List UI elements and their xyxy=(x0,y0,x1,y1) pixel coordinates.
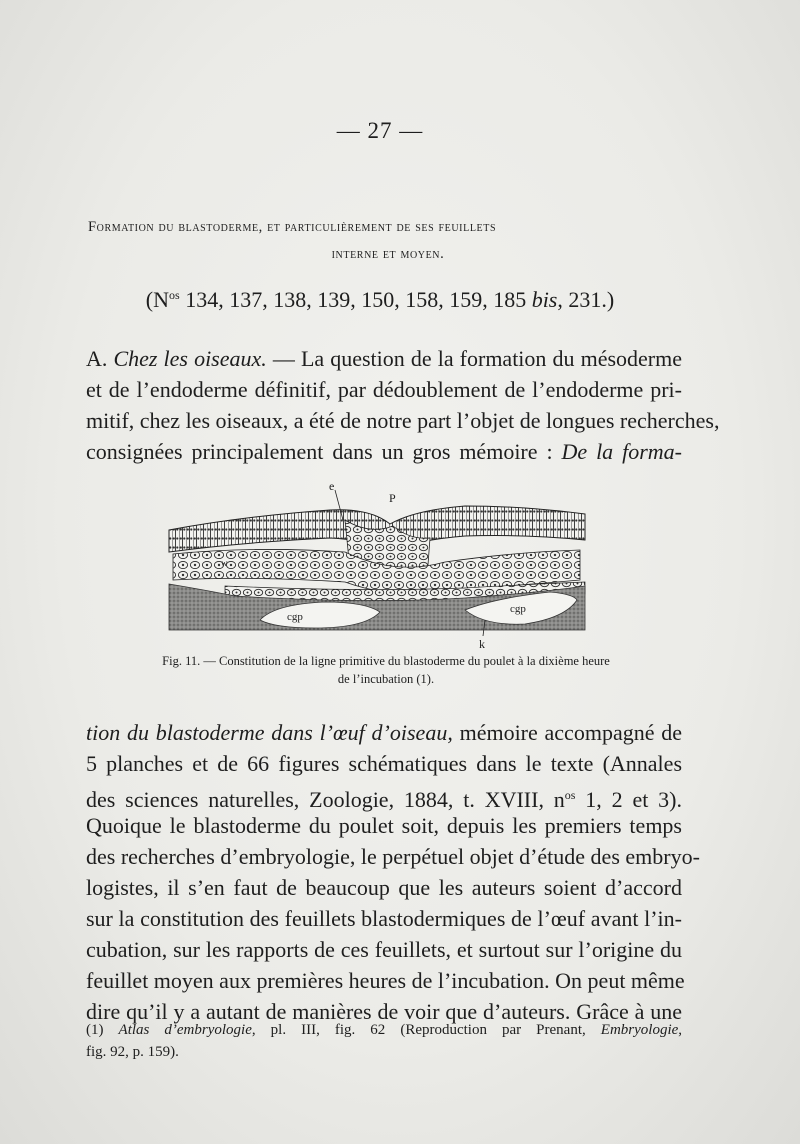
figure-label-cgp-left: cgp xyxy=(287,611,303,623)
paragraph-1-line-4: consignées principalement dans un gros mémoire : De la forma- xyxy=(86,439,682,464)
blastoderm-section-illustration xyxy=(165,480,595,650)
footnote-line-1: (1) Atlas d’embryologie, pl. III, fig. 62 (Reproduction par Prenant, Embryologie, xyxy=(86,1022,683,1038)
paragraph-2-line-5: des recherches d’embryologie, le perpétuel objet d’étude des embryo- xyxy=(86,844,700,869)
section-label: Chez les oiseaux. xyxy=(113,346,267,371)
figure-caption-line-1: Fig. 11. — Constitution de la ligne primitive du blastoderme du poulet à la dixième heure xyxy=(162,654,610,668)
figure-label-e: e xyxy=(329,480,335,493)
paragraph-2-line-7: sur la constitution des feuillets blastodermiques de l’œuf avant l’in- xyxy=(86,906,682,931)
section-heading-line-2: interne et moyen. xyxy=(331,246,445,262)
figure-label-k: k xyxy=(479,637,485,650)
figure-label-w: w xyxy=(221,558,228,568)
figure-label-p: P xyxy=(389,491,396,505)
paragraph-1-line-1: A. Chez les oiseaux. — La question de la formation du mésoderme xyxy=(86,346,682,371)
section-heading-line-1: Formation du blastoderme, et particulièrement de ses feuillets xyxy=(88,219,497,235)
page-number: — 27 — xyxy=(336,118,424,143)
paragraph-2-line-9: feuillet moyen aux premières heures de l’incubation. On peut même xyxy=(86,968,685,993)
paragraph-2-line-3: des sciences naturelles, Zoologie, 1884, t. XVIII, $n^{os}$ 1, 2 et 3). xyxy=(86,787,682,812)
figure-caption-line-2: de l’incubation (1). xyxy=(337,672,435,686)
paragraph-1-line-2: et de l’endoderme définitif, par dédoublement de l’endoderme pri- xyxy=(86,377,682,402)
figure-label-cgp-right: cgp xyxy=(510,603,526,615)
paragraph-2-line-2: 5 planches et de 66 figures schématiques dans le texte (Annales xyxy=(86,751,682,776)
paragraph-2-line-1: tion du blastoderme dans l’œuf d’oiseau, mémoire accompagné de xyxy=(86,720,682,745)
reference-numbers: ($N^{os}$ 134, 137, 138, 139, 150, 158, 159, 185 bis, 231.) xyxy=(145,287,615,312)
paragraph-2-line-6: logistes, il s’en faut de beaucoup que les auteurs soient d’accord xyxy=(86,875,682,900)
paragraph-1-line-3: mitif, chez les oiseaux, a été de notre part l’objet de longues recherches, xyxy=(86,408,720,433)
paragraph-2-line-4: Quoique le blastoderme du poulet soit, depuis les premiers temps xyxy=(86,813,682,838)
footnote-line-2: fig. 92, p. 159). xyxy=(86,1044,179,1060)
paragraph-2-line-10: dire qu’il y a autant de manières de voir que d’auteurs. Grâce à une xyxy=(86,999,682,1024)
paragraph-2-line-8: cubation, sur les rapports de ces feuillets, et surtout sur l’origine du xyxy=(86,937,682,962)
